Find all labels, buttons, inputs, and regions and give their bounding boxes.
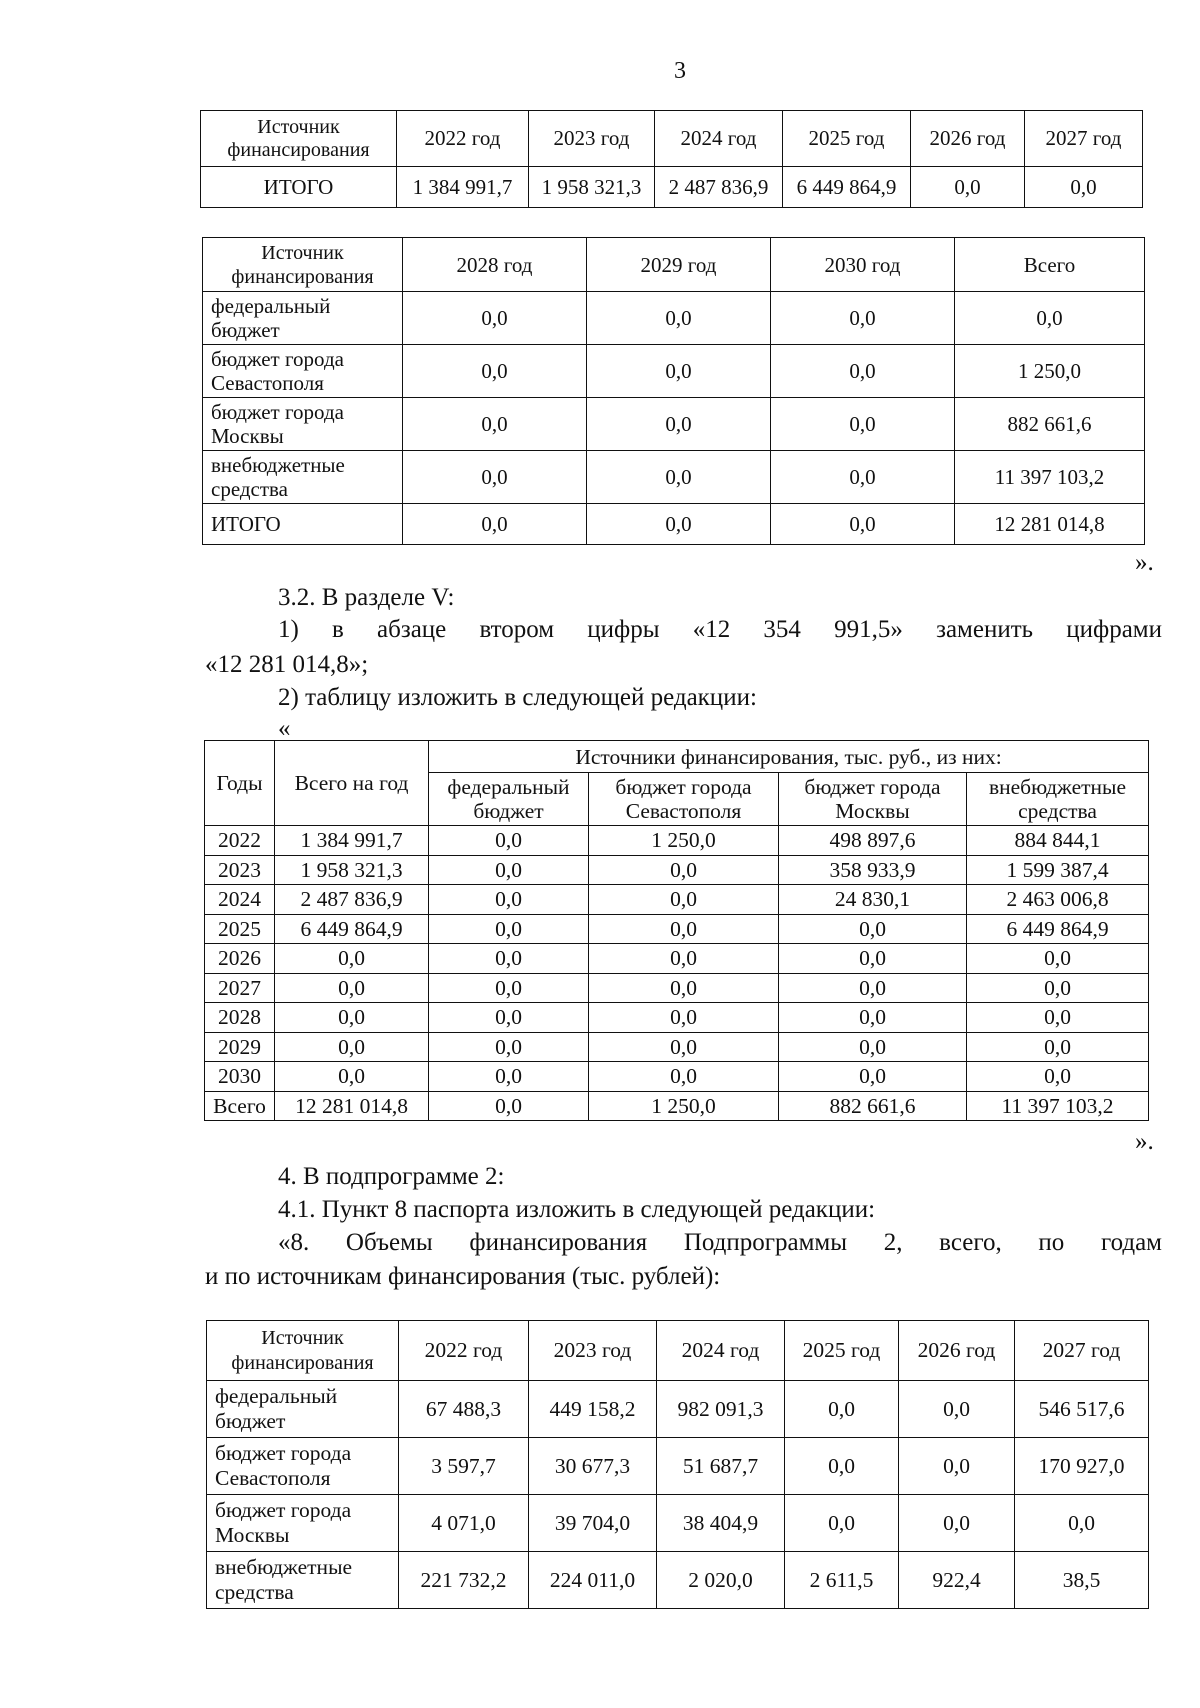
table-row: [205, 855, 1149, 885]
cell: 0,0: [403, 292, 587, 345]
cell: 0,0: [403, 504, 587, 545]
cell: 0,0: [1025, 167, 1143, 208]
cell: 0,0: [779, 944, 967, 974]
cell: 1 250,0: [589, 1091, 779, 1121]
cell: 882 661,6: [955, 398, 1145, 451]
table-row: [203, 292, 1145, 345]
row-label: бюджет города Москвы: [203, 398, 403, 451]
cell: 0,0: [275, 1032, 429, 1062]
cell: 11 397 103,2: [967, 1091, 1149, 1121]
cell: 0,0: [967, 973, 1149, 1003]
header-source: Источник финансирования: [201, 111, 397, 167]
row-label: бюджет города Севастополя: [207, 1438, 399, 1495]
cell: 39 704,0: [529, 1495, 657, 1552]
table-header-row: [201, 111, 1143, 167]
cell: 224 011,0: [529, 1552, 657, 1609]
header-2024: 2024 год: [655, 111, 783, 167]
cell: 0,0: [429, 826, 589, 856]
cell: 1 250,0: [589, 826, 779, 856]
cell: 67 488,3: [399, 1381, 529, 1438]
section-4-heading: 4. В подпрограмме 2:: [278, 1163, 505, 1190]
cell: 0,0: [779, 1062, 967, 1092]
header-moscow: бюджет города Москвы: [779, 773, 967, 826]
row-year: 2030: [205, 1062, 275, 1092]
header-2023: 2023 год: [529, 1321, 657, 1381]
header-2025: 2025 год: [785, 1321, 899, 1381]
row-year: 2027: [205, 973, 275, 1003]
table-row: [205, 885, 1149, 915]
cell: 6 449 864,9: [783, 167, 911, 208]
header-2025: 2025 год: [783, 111, 911, 167]
cell: 0,0: [785, 1438, 899, 1495]
cell: 30 677,3: [529, 1438, 657, 1495]
table-row: [203, 345, 1145, 398]
cell: 0,0: [429, 1003, 589, 1033]
table-row: [207, 1381, 1149, 1438]
cell: 449 158,2: [529, 1381, 657, 1438]
header-2024: 2024 год: [657, 1321, 785, 1381]
cell: 51 687,7: [657, 1438, 785, 1495]
cell: 0,0: [587, 451, 771, 504]
cell: 0,0: [403, 345, 587, 398]
cell: 0,0: [587, 292, 771, 345]
cell: 0,0: [429, 855, 589, 885]
financing-by-year-table: [204, 740, 1149, 1121]
row-year: 2025: [205, 914, 275, 944]
table-body: [207, 1381, 1149, 1609]
cell: 358 933,9: [779, 855, 967, 885]
header-source: Источник финансирования: [203, 238, 403, 292]
header-sevastopol: бюджет города Севастополя: [589, 773, 779, 826]
section-3-2-item1-line2: «12 281 014,8»;: [205, 651, 369, 678]
cell: 0,0: [275, 1062, 429, 1092]
cell: 0,0: [275, 944, 429, 974]
financing-total-table-2022-2027: [200, 110, 1143, 208]
cell: 0,0: [589, 914, 779, 944]
cell: 0,0: [429, 944, 589, 974]
table-row: [201, 167, 1143, 208]
header-extrabudgetary: внебюджетные средства: [967, 773, 1149, 826]
table-row: [207, 1438, 1149, 1495]
cell: 0,0: [589, 1062, 779, 1092]
cell: 0,0: [967, 1003, 1149, 1033]
table-row: [205, 973, 1149, 1003]
header-2027: 2027 год: [1015, 1321, 1149, 1381]
cell: 0,0: [779, 1003, 967, 1033]
row-label: внебюджетные средства: [203, 451, 403, 504]
cell: 0,0: [899, 1381, 1015, 1438]
cell: 0,0: [587, 398, 771, 451]
table-row: [205, 944, 1149, 974]
cell: 0,0: [785, 1381, 899, 1438]
cell: 170 927,0: [1015, 1438, 1149, 1495]
cell: 2 487 836,9: [275, 885, 429, 915]
header-2022: 2022 год: [397, 111, 529, 167]
cell: 0,0: [899, 1438, 1015, 1495]
cell: 4 071,0: [399, 1495, 529, 1552]
table-row: [207, 1552, 1149, 1609]
cell: 0,0: [587, 345, 771, 398]
header-2029: 2029 год: [587, 238, 771, 292]
section-4-paragraph-line1: «8. Объемы финансирования Подпрограммы 2, всего, по годам: [278, 1229, 1162, 1256]
section-4-paragraph-line2: и по источникам финансирования (тыс. рублей):: [205, 1263, 721, 1290]
section-4-1-heading: 4.1. Пункт 8 паспорта изложить в следующей редакции:: [278, 1196, 876, 1223]
cell: 3 597,7: [399, 1438, 529, 1495]
section-3-2-heading: 3.2. В разделе V:: [278, 584, 455, 611]
cell: 24 830,1: [779, 885, 967, 915]
cell: 0,0: [429, 1091, 589, 1121]
header-2028: 2028 год: [403, 238, 587, 292]
table-row: [205, 1091, 1149, 1121]
table-header-row: [207, 1321, 1149, 1381]
row-label: бюджет города Москвы: [207, 1495, 399, 1552]
header-2022: 2022 год: [399, 1321, 529, 1381]
cell: 0,0: [589, 855, 779, 885]
row-label: бюджет города Севастополя: [203, 345, 403, 398]
cell: 38 404,9: [657, 1495, 785, 1552]
cell: 12 281 014,8: [275, 1091, 429, 1121]
cell: 2 020,0: [657, 1552, 785, 1609]
cell: 0,0: [275, 1003, 429, 1033]
cell: 0,0: [771, 292, 955, 345]
cell: 6 449 864,9: [967, 914, 1149, 944]
cell: 0,0: [589, 885, 779, 915]
table-row: [203, 398, 1145, 451]
header-2023: 2023 год: [529, 111, 655, 167]
table-row: [203, 504, 1145, 545]
row-year: 2022: [205, 826, 275, 856]
cell: 922,4: [899, 1552, 1015, 1609]
cell: 2 611,5: [785, 1552, 899, 1609]
cell: 0,0: [589, 1003, 779, 1033]
cell: 0,0: [779, 1032, 967, 1062]
cell: 0,0: [771, 345, 955, 398]
cell: 882 661,6: [779, 1091, 967, 1121]
header-source: Источник финансирования: [207, 1321, 399, 1381]
financing-table-2028-2030: [202, 237, 1145, 545]
cell: 1 958 321,3: [529, 167, 655, 208]
cell: 0,0: [275, 973, 429, 1003]
cell: 0,0: [429, 1062, 589, 1092]
cell: 38,5: [1015, 1552, 1149, 1609]
header-federal: федеральный бюджет: [429, 773, 589, 826]
table-header-row: [205, 741, 1149, 773]
row-label: ИТОГО: [201, 167, 397, 208]
row-year: Всего: [205, 1091, 275, 1121]
cell: 0,0: [589, 973, 779, 1003]
table-row: [205, 826, 1149, 856]
cell: 0,0: [779, 914, 967, 944]
cell: 0,0: [429, 973, 589, 1003]
cell: 0,0: [779, 973, 967, 1003]
row-year: 2028: [205, 1003, 275, 1033]
header-2030: 2030 год: [771, 238, 955, 292]
table-header-row: [203, 238, 1145, 292]
section-3-2-item1-line1: 1) в абзаце втором цифры «12 354 991,5» заменить цифрами: [278, 616, 1162, 643]
cell: 0,0: [589, 944, 779, 974]
cell: 0,0: [587, 504, 771, 545]
header-total-per-year: Всего на год: [275, 741, 429, 826]
cell: 0,0: [429, 914, 589, 944]
table-row: [205, 1003, 1149, 1033]
row-year: 2026: [205, 944, 275, 974]
cell: 6 449 864,9: [275, 914, 429, 944]
cell: 0,0: [967, 1032, 1149, 1062]
cell: 0,0: [771, 398, 955, 451]
cell: 0,0: [403, 451, 587, 504]
header-years: Годы: [205, 741, 275, 826]
row-year: 2024: [205, 885, 275, 915]
closing-quote: ».: [1135, 549, 1154, 576]
row-year: 2023: [205, 855, 275, 885]
header-2027: 2027 год: [1025, 111, 1143, 167]
header-sources-group: Источники финансирования, тыс. руб., из них:: [429, 741, 1149, 773]
cell: 2 487 836,9: [655, 167, 783, 208]
cell: 1 384 991,7: [275, 826, 429, 856]
row-year: 2029: [205, 1032, 275, 1062]
table-row: [207, 1495, 1149, 1552]
cell: 0,0: [911, 167, 1025, 208]
cell: 2 463 006,8: [967, 885, 1149, 915]
cell: 0,0: [771, 504, 955, 545]
cell: 0,0: [967, 944, 1149, 974]
cell: 0,0: [429, 1032, 589, 1062]
table-row: [203, 451, 1145, 504]
cell: 884 844,1: [967, 826, 1149, 856]
header-total: Всего: [955, 238, 1145, 292]
opening-quote: «: [278, 715, 291, 742]
cell: 1 599 387,4: [967, 855, 1149, 885]
table-row: [205, 1062, 1149, 1092]
row-label: федеральный бюджет: [207, 1381, 399, 1438]
subprogram2-financing-table: [206, 1320, 1149, 1609]
cell: 546 517,6: [1015, 1381, 1149, 1438]
cell: 12 281 014,8: [955, 504, 1145, 545]
row-label: внебюджетные средства: [207, 1552, 399, 1609]
header-2026: 2026 год: [911, 111, 1025, 167]
row-label: федеральный бюджет: [203, 292, 403, 345]
cell: 0,0: [429, 885, 589, 915]
row-label: ИТОГО: [203, 504, 403, 545]
cell: 498 897,6: [779, 826, 967, 856]
cell: 0,0: [967, 1062, 1149, 1092]
cell: 1 958 321,3: [275, 855, 429, 885]
cell: 0,0: [785, 1495, 899, 1552]
cell: 0,0: [899, 1495, 1015, 1552]
header-2026: 2026 год: [899, 1321, 1015, 1381]
cell: 0,0: [771, 451, 955, 504]
cell: 221 732,2: [399, 1552, 529, 1609]
cell: 0,0: [955, 292, 1145, 345]
cell: 1 384 991,7: [397, 167, 529, 208]
table-row: [205, 1032, 1149, 1062]
cell: 0,0: [1015, 1495, 1149, 1552]
section-3-2-item2: 2) таблицу изложить в следующей редакции:: [278, 684, 757, 711]
cell: 11 397 103,2: [955, 451, 1145, 504]
cell: 0,0: [589, 1032, 779, 1062]
table-body: [205, 826, 1149, 1121]
table-row: [205, 914, 1149, 944]
cell: 982 091,3: [657, 1381, 785, 1438]
cell: 0,0: [403, 398, 587, 451]
page-number: 3: [674, 58, 686, 84]
closing-quote: ».: [1135, 1128, 1154, 1155]
cell: 1 250,0: [955, 345, 1145, 398]
